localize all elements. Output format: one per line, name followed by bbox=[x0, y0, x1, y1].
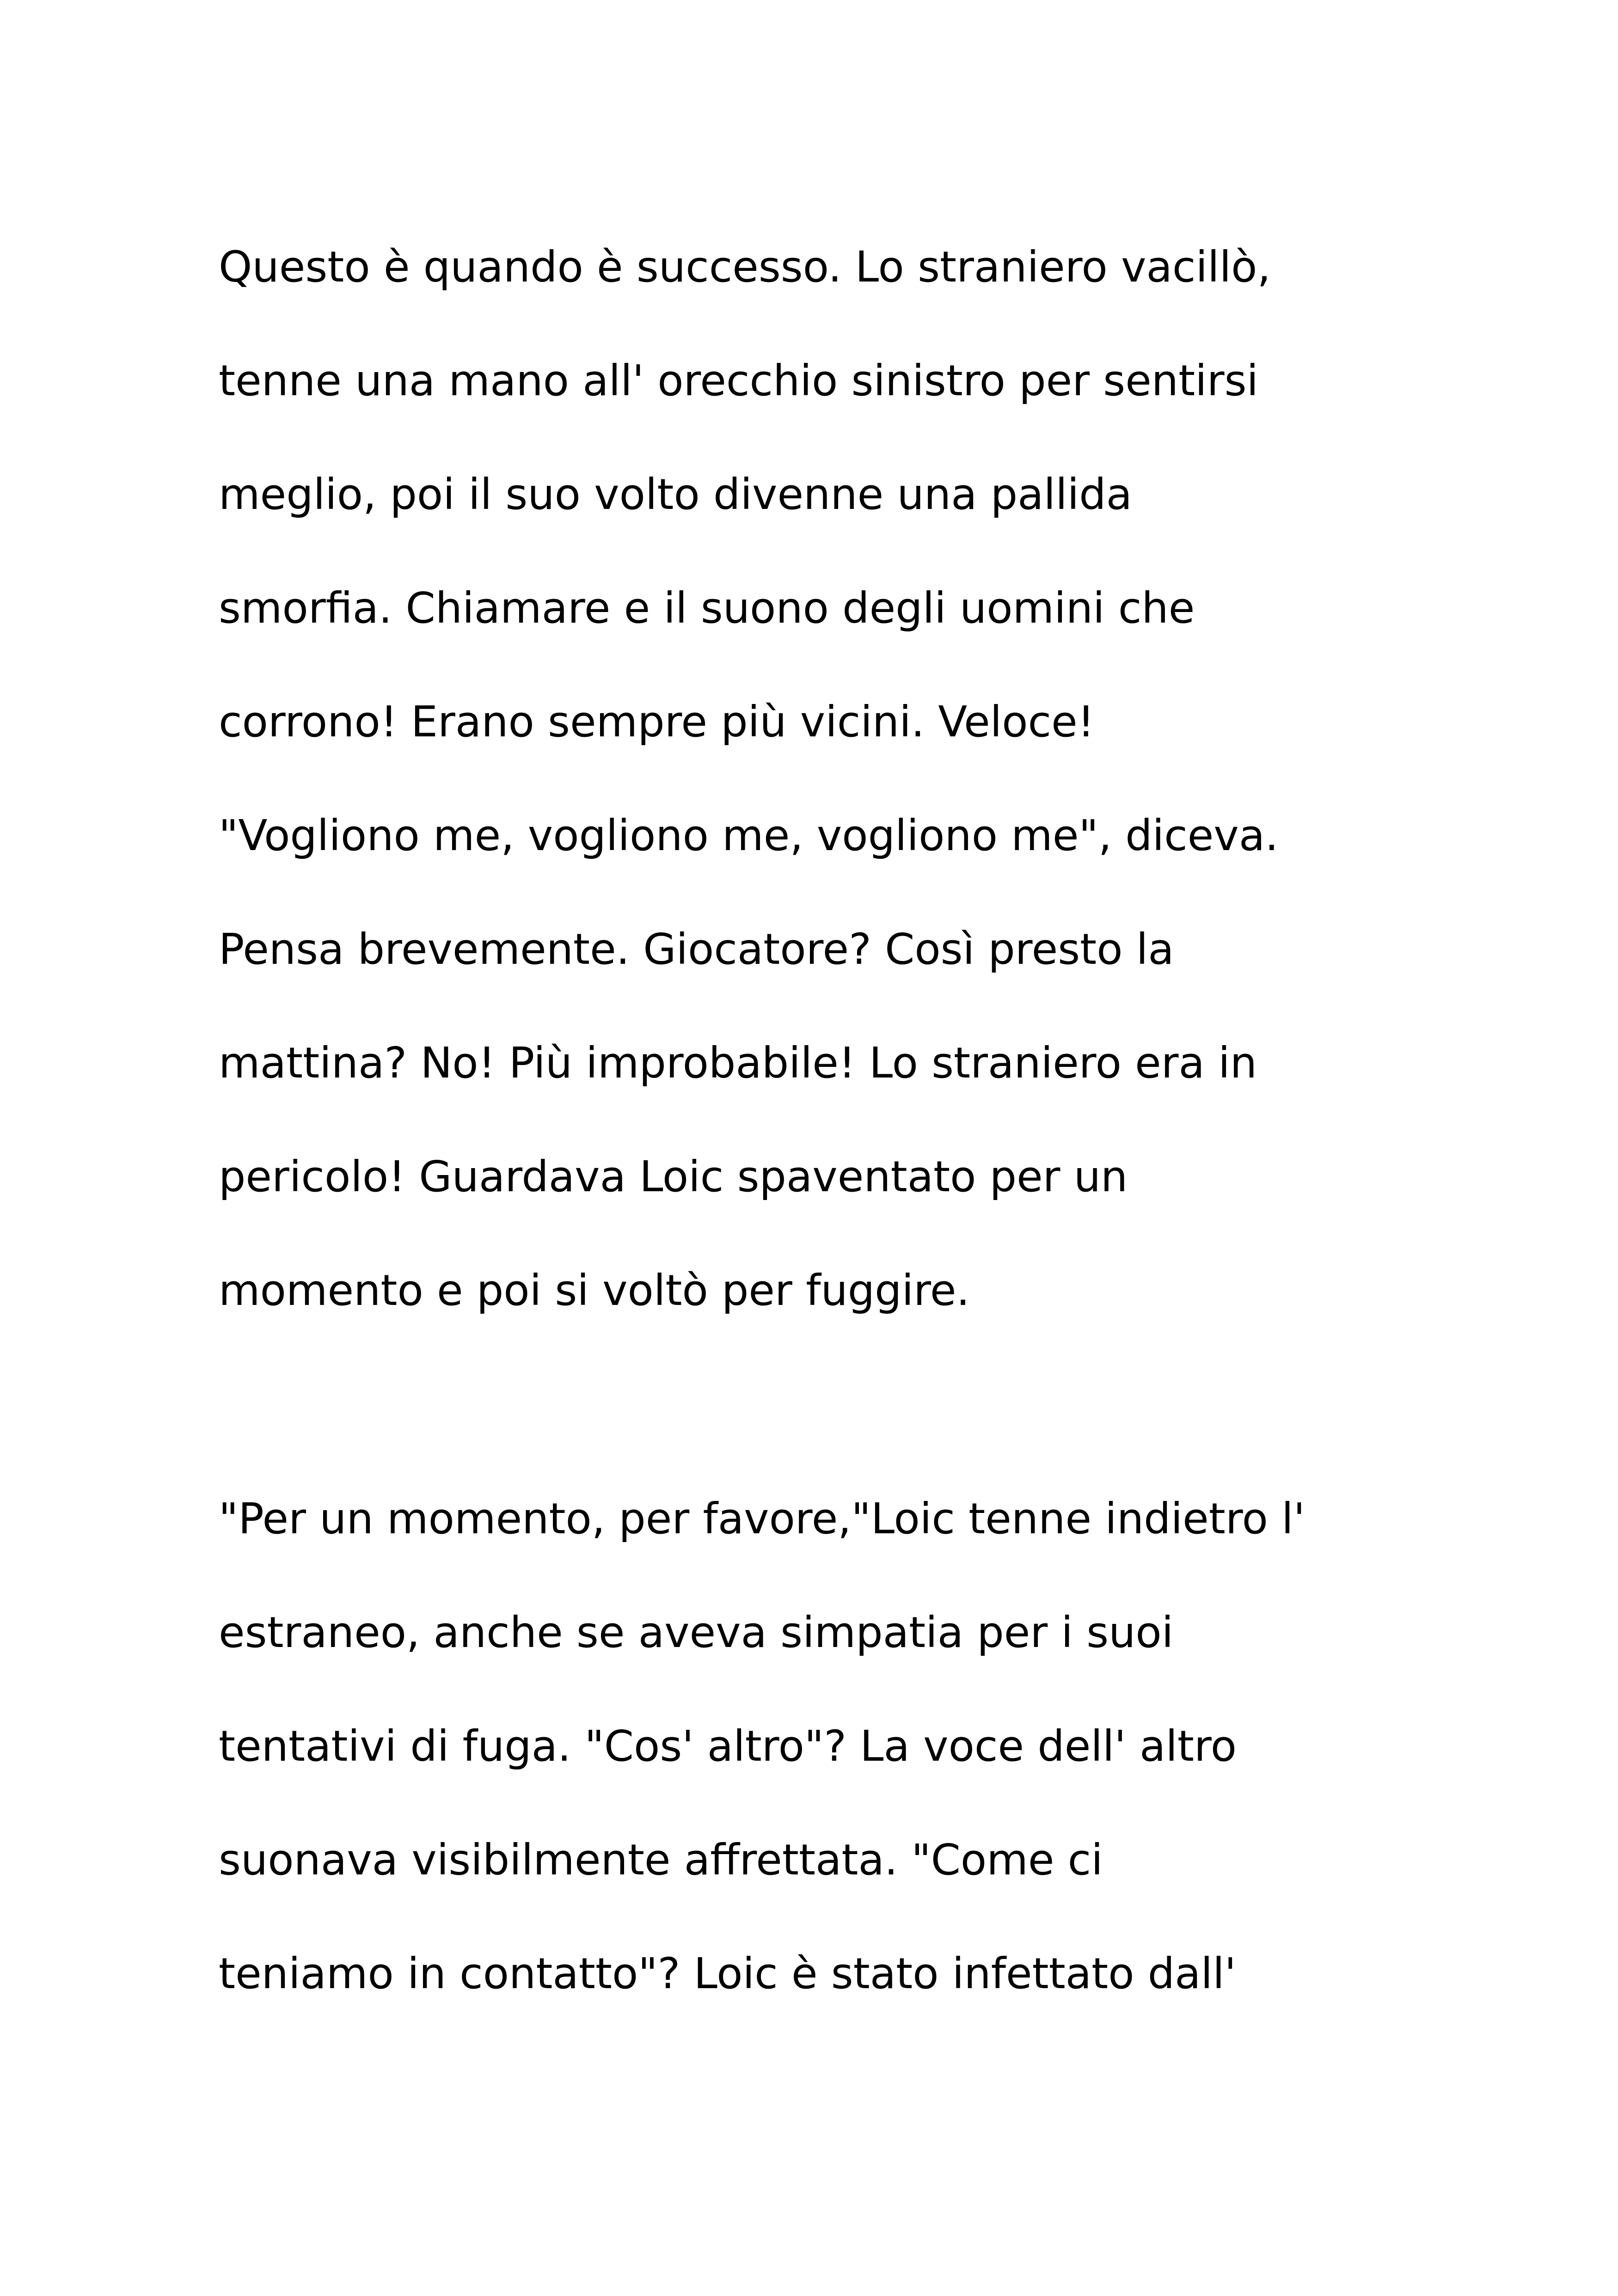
body-text bbox=[219, 210, 1467, 2031]
text-line: estraneo, anche se aveva simpatia per i suoi bbox=[219, 1608, 1174, 1657]
text-line: pericolo! Guardava Loic spaventato per un bbox=[219, 1152, 1128, 1201]
text-line: teniamo in contatto"? Loic è stato infettato dall' bbox=[219, 1949, 1236, 1998]
text-line: tentativi di fuga. "Cos' altro"? La voce dell' altro bbox=[219, 1721, 1237, 1771]
paragraph-2 bbox=[219, 1462, 1467, 2031]
text-line: Questo è quando è successo. Lo straniero vacillò, bbox=[219, 242, 1271, 292]
text-line: meglio, poi il suo volto divenne una pallida bbox=[219, 470, 1132, 519]
text-line: suonava visibilmente affrettata. "Come ci bbox=[219, 1835, 1103, 1885]
text-line: "Vogliono me, vogliono me, vogliono me", diceva. bbox=[219, 811, 1279, 860]
text-line: smorfia. Chiamare e il suono degli uomini che bbox=[219, 583, 1195, 633]
text-line: mattina? No! Più improbabile! Lo straniero era in bbox=[219, 1038, 1257, 1088]
text-line: Pensa brevemente. Giocatore? Così presto la bbox=[219, 925, 1174, 974]
text-line: momento e poi si voltò per fuggire. bbox=[219, 1266, 970, 1315]
text-line: "Per un momento, per favore,"Loic tenne indietro l' bbox=[219, 1494, 1305, 1543]
text-line: tenne una mano all' orecchio sinistro per sentirsi bbox=[219, 356, 1259, 405]
paragraph-1 bbox=[219, 210, 1467, 1347]
text-line: corrono! Erano sempre più vicini. Veloce! bbox=[219, 697, 1095, 747]
